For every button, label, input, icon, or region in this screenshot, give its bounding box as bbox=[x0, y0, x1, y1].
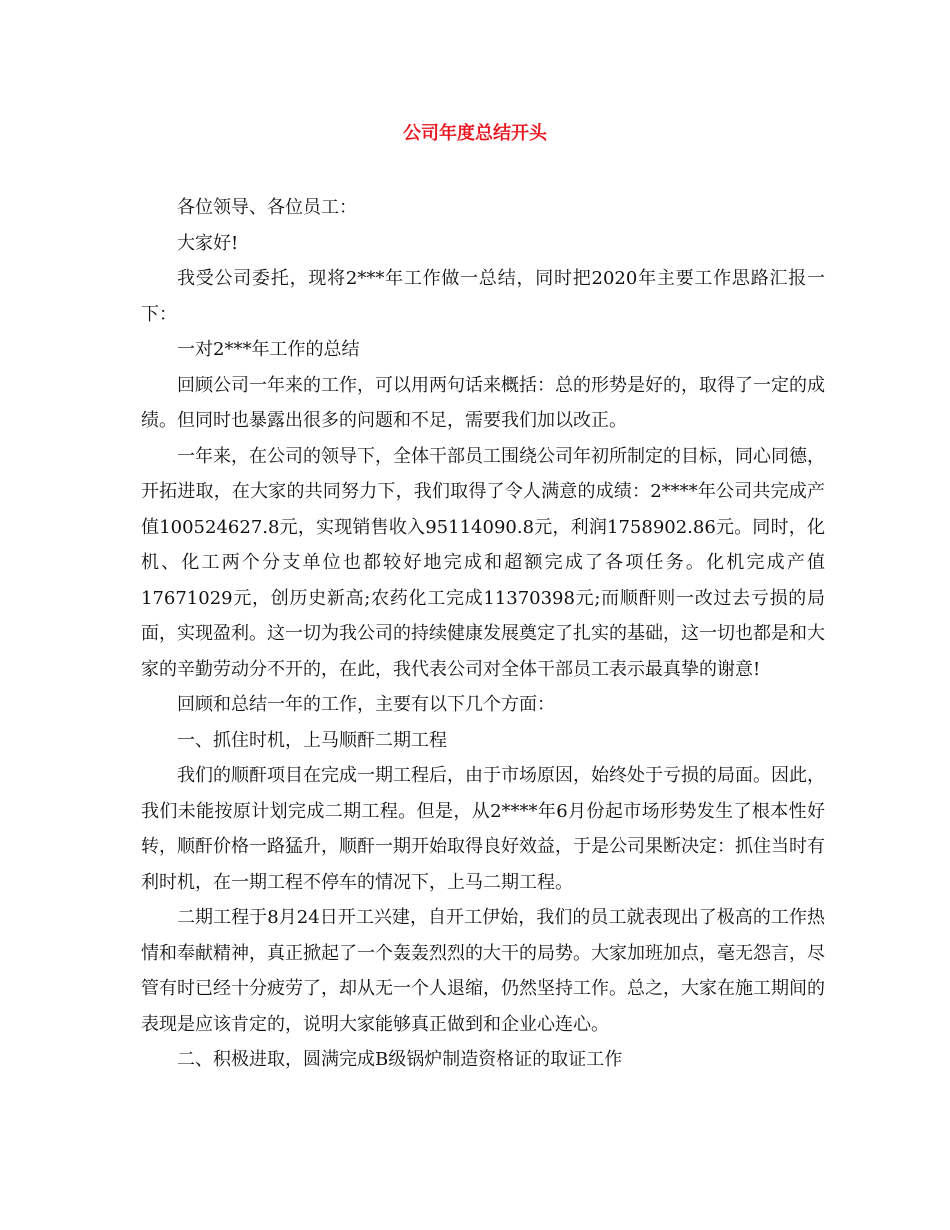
document-body bbox=[141, 190, 825, 1078]
document-title: 公司年度总结开头 bbox=[403, 123, 547, 144]
paragraph-hello: 大家好! bbox=[177, 232, 239, 254]
paragraph-review: 回顾公司一年来的工作，可以用两句话来概括：总的形势是好的，取得了一定的成绩。但同时也暴露出很多的问题和不足，需要我们加以改正。 bbox=[141, 374, 825, 431]
paragraph-achievements: 一年来，在公司的领导下，全体干部员工围绕公司年初所制定的目标，同心同德，开拓进取，在大家的共同努力下，我们取得了令人满意的成绩：2****年公司共完成产值100524627.8元，实现销售收入95114090.8元，利润1758902.86元。同时，化机、化工两个分支单位也都较好地完成和超额完成了各项任务。化机完成产值17671029元，创历史新高;农药化工完成11370398元;而顺酐则一改过去亏损的局面，实现盈利。这一切为我公司的持续健康发展奠定了扎实的基础，这一切也都是和大家的辛勤劳动分不开的，在此，我代表公司对全体干部员工表示最真挚的谢意! bbox=[141, 445, 825, 680]
paragraph-greeting: 各位领导、各位员工： bbox=[177, 197, 357, 218]
paragraph-phase-two-construction: 二期工程于8月24日开工兴建，自开工伊始，我们的员工就表现出了极高的工作热情和奉献精神，真正掀起了一个轰轰烈烈的大干的局势。大家加班加点，毫无怨言，尽管有时已经十分疲劳了，却从无一个人退缩，仍然坚持工作。总之，大家在施工期间的表现是应该肯定的，说明大家能够真正做到和企业心连心。 bbox=[141, 907, 825, 1035]
paragraph-aspects: 回顾和总结一年的工作，主要有以下几个方面： bbox=[177, 694, 555, 715]
paragraph-phase-two-background: 我们的顺酐项目在完成一期工程后，由于市场原因，始终处于亏损的局面。因此，我们未能按原计划完成二期工程。但是，从2****年6月份起市场形势发生了根本性好转，顺酐价格一路猛升，顺酐一期开始取得良好效益，于是公司果断决定：抓住当时有利时机，在一期工程不停车的情况下，上马二期工程。 bbox=[141, 765, 825, 893]
section-heading-phase-two: 一、抓住时机，上马顺酐二期工程 bbox=[177, 729, 447, 751]
section-heading-summary: 一对2***年工作的总结 bbox=[177, 339, 360, 360]
section-heading-boiler-certificate: 二、积极进取，圆满完成B级锅炉制造资格证的取证工作 bbox=[177, 1049, 623, 1070]
paragraph-intro: 我受公司委托，现将2***年工作做一总结，同时把2020年主要工作思路汇报一下： bbox=[141, 268, 825, 325]
